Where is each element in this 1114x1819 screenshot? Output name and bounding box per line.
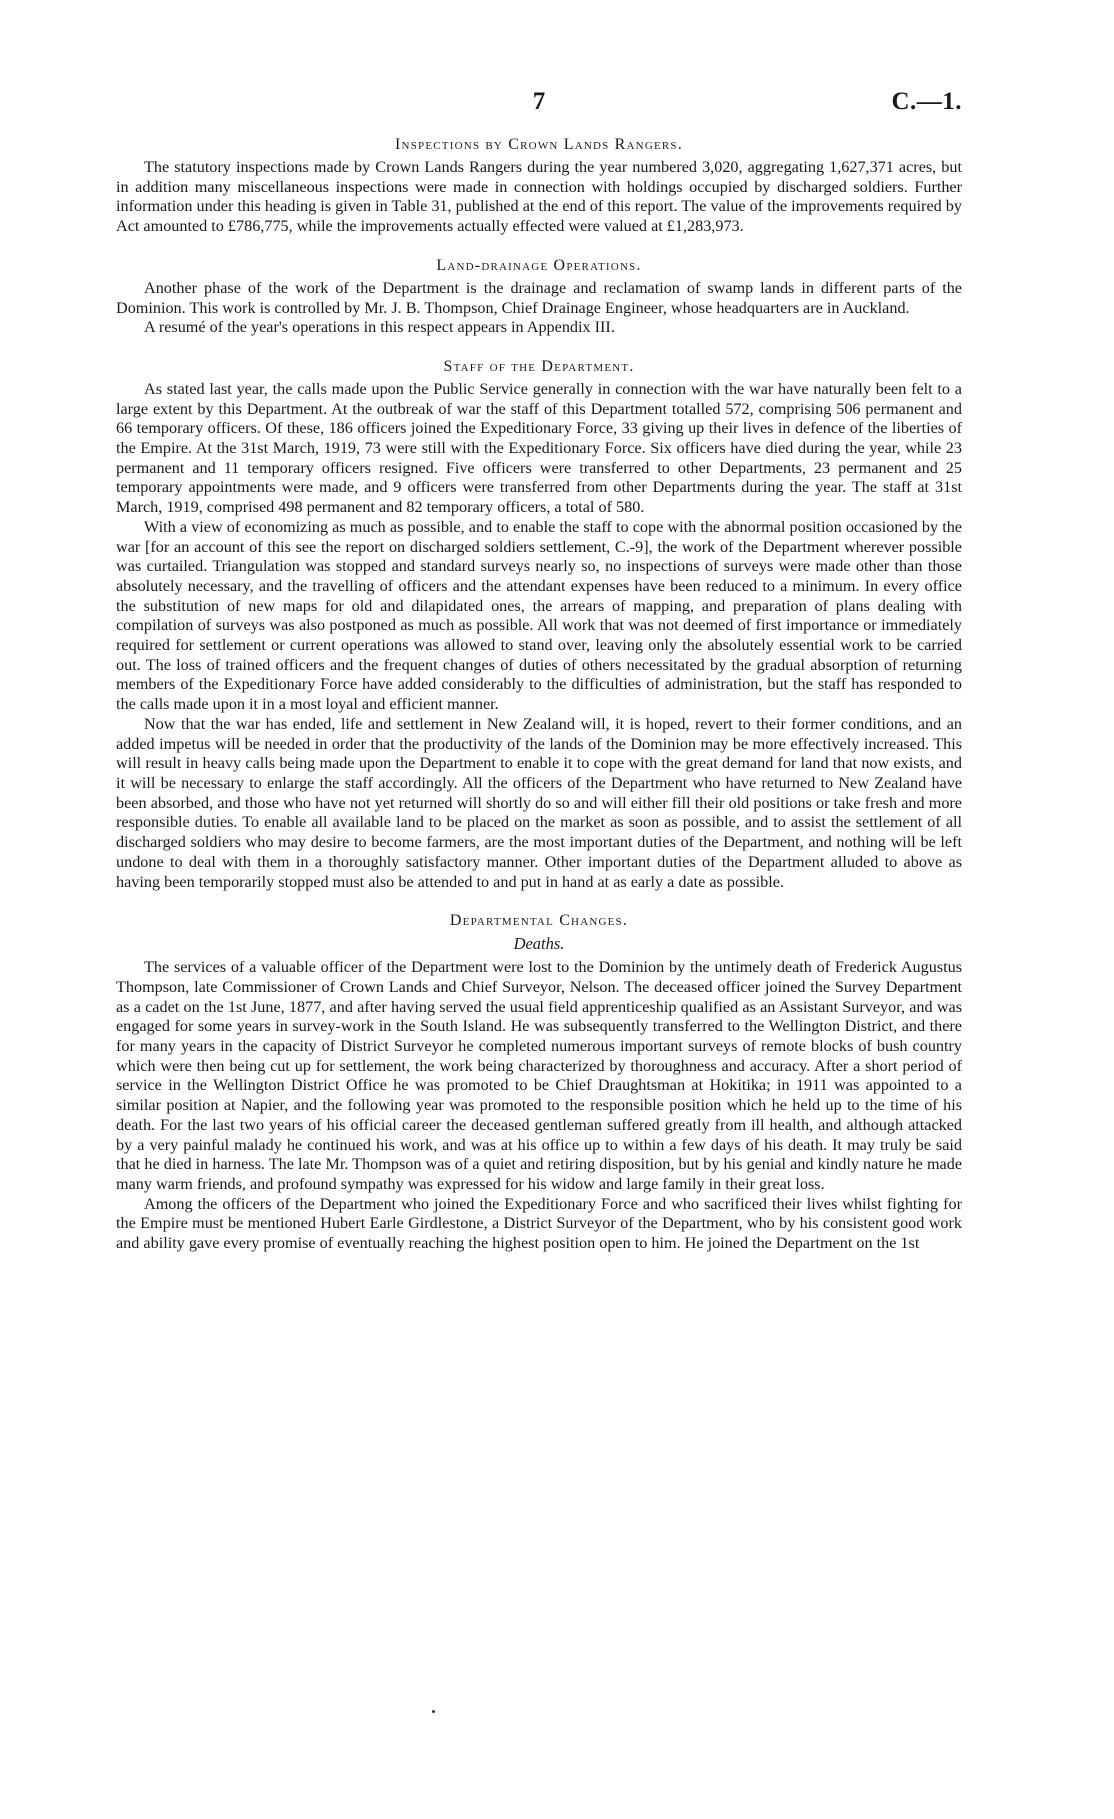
document-page (116, 88, 962, 1788)
page-header (116, 88, 962, 136)
section-heading: Inspections by Crown Lands Rangers. (395, 136, 683, 153)
section-staff (116, 358, 962, 892)
print-mark (432, 1710, 435, 1713)
section-heading: Land-drainage Operations. (436, 256, 642, 274)
paragraph: A resumé of the year's operations in this respect appears in Appendix III. (144, 318, 615, 337)
section-departmental-changes (116, 912, 962, 1254)
paragraph: Among the officers of the Department who joined the Expeditionary Force and who sacrificed their lives whilst fighting for the Empire must be mentioned Hubert Earle Girdlestone, a District Surveyor of the Department, who by his consistent good work and ability gave every promise of eventually reaching the highest position open to him. He joined the Department on the 1st (116, 1194, 962, 1253)
paragraph: The statutory inspections made by Crown Lands Rangers during the year numbered 3,020, aggregating 1,627,371 acres, but in addition many miscellaneous inspections were made in connection with holdings occupied by discharged soldiers. Further information under this heading is given in Table 31, published at the end of this report. The value of the improvements required by Act amounted to £786,775, while the improvements actually effected were valued at £1,283,973. (116, 158, 962, 236)
paragraph: Now that the war has ended, life and settlement in New Zealand will, it is hoped, revert to their former conditions, and an added impetus will be needed in order that the productivity of the lands of the Dominion may be more effectively increased. This will result in heavy calls being made upon the Department to enable it to cope with the great demand for land that now exists, and it will be necessary to enlarge the staff accordingly. All the officers of the Department who have returned to New Zealand have been absorbed, and those who have not yet returned will shortly do so and will either fill their old positions or take fresh and more responsible duties. To enable all available land to be placed on the market as soon as possible, and to assist the settlement of all discharged soldiers who may desire to become farmers, are the most important duties of the Department, and nothing will be left undone to deal with them in a thoroughly satisfactory manner. Other important duties of the Department alluded to above as having been temporarily stopped must also be attended to and put in hand at as early a date as possible. (116, 714, 962, 891)
section-land-drainage (116, 257, 962, 338)
paragraph: Another phase of the work of the Department is the drainage and reclamation of swamp lands in different parts of the Dominion. This work is controlled by Mr. J. B. Thompson, Chief Drainage Engineer, whose headquarters are in Auckland. (116, 278, 962, 317)
page-number: 7 (532, 88, 546, 115)
document-reference: C.—1. (891, 88, 962, 115)
section-heading: Departmental Changes. (449, 912, 629, 930)
paragraph: The services of a valuable officer of the Department were lost to the Dominion by the untimely death of Frederick Augustus Thompson, late Commissioner of Crown Lands and Chief Surveyor, Nelson. The deceased officer joined the Survey Department as a cadet on the 1st June, 1877, and after having served the usual field apprenticeship qualified as an Assistant Surveyor, and was engaged for some years in survey-work in the South Island. He was subsequently transferred to the Wellington District, and there for many years in the capacity of District Surveyor he completed numerous important surveys of remote blocks of bush country which were then being cut up for settlement, the work being characterized by thoroughness and accuracy. After a short period of service in the Wellington District Office he was promoted to be Chief Draughtsman at Hokitika; in 1911 was appointed to a similar position at Napier, and the following year was promoted to the responsible position which he held up to the time of his death. For the last two years of his official career the deceased gentleman suffered greatly from ill health, and although attacked by a very painful malady he continued his work, and was at his office up to within a few days of his death. It may truly be said that he died in harness. The late Mr. Thompson was of a quiet and retiring disposition, but by his genial and kindly nature he made many warm friends, and profound sympathy was expressed for his widow and large family in their great loss. (116, 958, 962, 1193)
section-inspections (116, 136, 962, 237)
section-heading: Staff of the Department. (443, 357, 635, 375)
paragraph: As stated last year, the calls made upon the Public Service generally in connection with the war have naturally been felt to a large extent by this Department. At the outbreak of war the staff of this Department totalled 572, comprising 506 permanent and 66 temporary officers. Of these, 186 officers joined the Expeditionary Force, 33 giving up their lives in defence of the liberties of the Empire. At the 31st March, 1919, 73 were still with the Expeditionary Force. Six officers have died during the year, while 23 permanent and 11 temporary officers resigned. Five officers were transferred to other Departments, 23 permanent and 25 temporary appointments were made, and 9 officers were transferred from other Departments during the year. The staff at 31st March, 1919, comprised 498 permanent and 82 temporary officers, a total of 580. (116, 379, 962, 517)
paragraph: With a view of economizing as much as possible, and to enable the staff to cope with the abnormal position occasioned by the war [for an account of this see the report on discharged soldiers settlement, C.-9], the work of the Department wherever possible was curtailed. Triangulation was stopped and standard surveys nearly so, no inspections of surveys were made other than those absolutely necessary, and the travelling of officers and the attendant expenses have been reduced to a minimum. In every office the substitution of new maps for old and dilapidated ones, the arrears of mapping, and preparation of plans dealing with compilation of surveys was also postponed as much as possible. All work that was not deemed of first importance or immediately required for settlement or current operations was allowed to stand over, leaving only the absolutely essential work to be carried out. The loss of trained officers and the frequent changes of duties of others necessitated by the gradual absorption of returning members of the Expeditionary Force have added considerably to the difficulties of administration, but the staff has responded to the calls made upon it in a most loyal and efficient manner. (116, 517, 962, 714)
sub-heading: Deaths. (513, 934, 565, 954)
